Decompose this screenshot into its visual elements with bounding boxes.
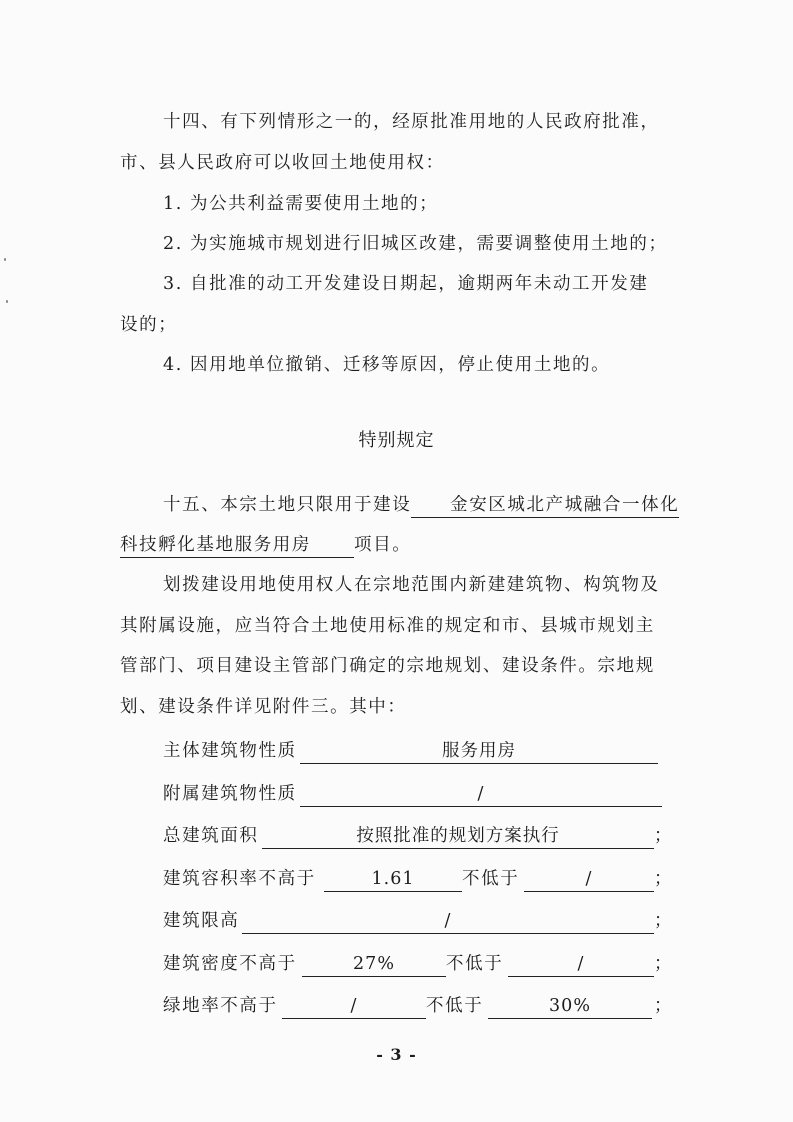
green-end: ；: [654, 996, 674, 1016]
height-label: 建筑限高: [163, 911, 240, 931]
article14-item3-line2: 设的；: [120, 315, 178, 335]
article15-para-line1: 划拨建设用地使用权人在宗地范围内新建建筑物、构筑物及: [163, 575, 660, 595]
green-label: 绿地率不高于: [163, 996, 278, 1016]
far-min-label: 不低于: [462, 869, 520, 889]
article15-para-line2: 其附属设施，应当符合土地使用标准的规定和市、县城市规划主: [120, 616, 655, 636]
article15-para-line3: 管部门、项目建设主管部门确定的宗地规划、建设条件。宗地规: [120, 656, 655, 676]
article14-line2: 市、县人民政府可以收回土地使用权：: [120, 153, 445, 173]
far-max-value: 1.61: [324, 867, 462, 892]
density-label: 建筑密度不高于: [163, 954, 297, 974]
density-min-value: /: [508, 952, 654, 977]
height-value: /: [242, 909, 654, 934]
article15-prefix: 十五、本宗土地只限用于建设: [163, 495, 412, 515]
main-nature-label: 主体建筑物性质: [163, 741, 297, 761]
density-max-value: 27%: [302, 952, 446, 977]
density-end: ；: [654, 954, 674, 974]
article14-item3-line1: 3. 自批准的动工开发建设日期起，逾期两年未动工开发建: [163, 274, 649, 294]
density-min-label: 不低于: [446, 954, 504, 974]
far-label: 建筑容积率不高于: [163, 869, 316, 889]
page-number: - 3 -: [376, 1045, 417, 1064]
article15-line2: [120, 533, 411, 558]
special-provisions-heading: 特别规定: [358, 430, 435, 451]
scan-speck: [4, 258, 6, 261]
total-area-value: 按照批准的规划方案执行: [262, 824, 654, 849]
article14-line1: 十四、有下列情形之一的，经原批准用地的人民政府批准，: [163, 112, 660, 132]
green-min-label: 不低于: [426, 996, 484, 1016]
green-min-value: 30%: [488, 994, 652, 1019]
article14-item2: 2. 为实施城市规划进行旧城区改建，需要调整使用土地的；: [163, 234, 668, 254]
article14-item4: 4. 因用地单位撤销、迁移等原因，停止使用土地的。: [163, 355, 611, 375]
article15-line1: [163, 493, 679, 518]
height-end: ；: [654, 911, 674, 931]
far-end: ；: [654, 869, 674, 889]
scan-speck: [6, 300, 8, 303]
article15-suffix: 项目。: [354, 535, 412, 555]
far-min-value: /: [524, 867, 654, 892]
total-area-label: 总建筑面积: [163, 826, 259, 846]
project-name-part1: 金安区城北产城融合一体化: [411, 493, 679, 518]
main-nature-value: 服务用房: [300, 739, 658, 764]
aux-nature-value: /: [300, 782, 662, 807]
total-area-end: ；: [654, 826, 674, 846]
aux-nature-label: 附属建筑物性质: [163, 784, 297, 804]
article14-item1: 1. 为公共利益需要使用土地的；: [163, 194, 439, 214]
green-max-value: /: [282, 994, 426, 1019]
article15-para-line4: 划、建设条件详见附件三。其中：: [120, 697, 407, 717]
project-name-part2: 科技孵化基地服务用房: [120, 533, 354, 558]
